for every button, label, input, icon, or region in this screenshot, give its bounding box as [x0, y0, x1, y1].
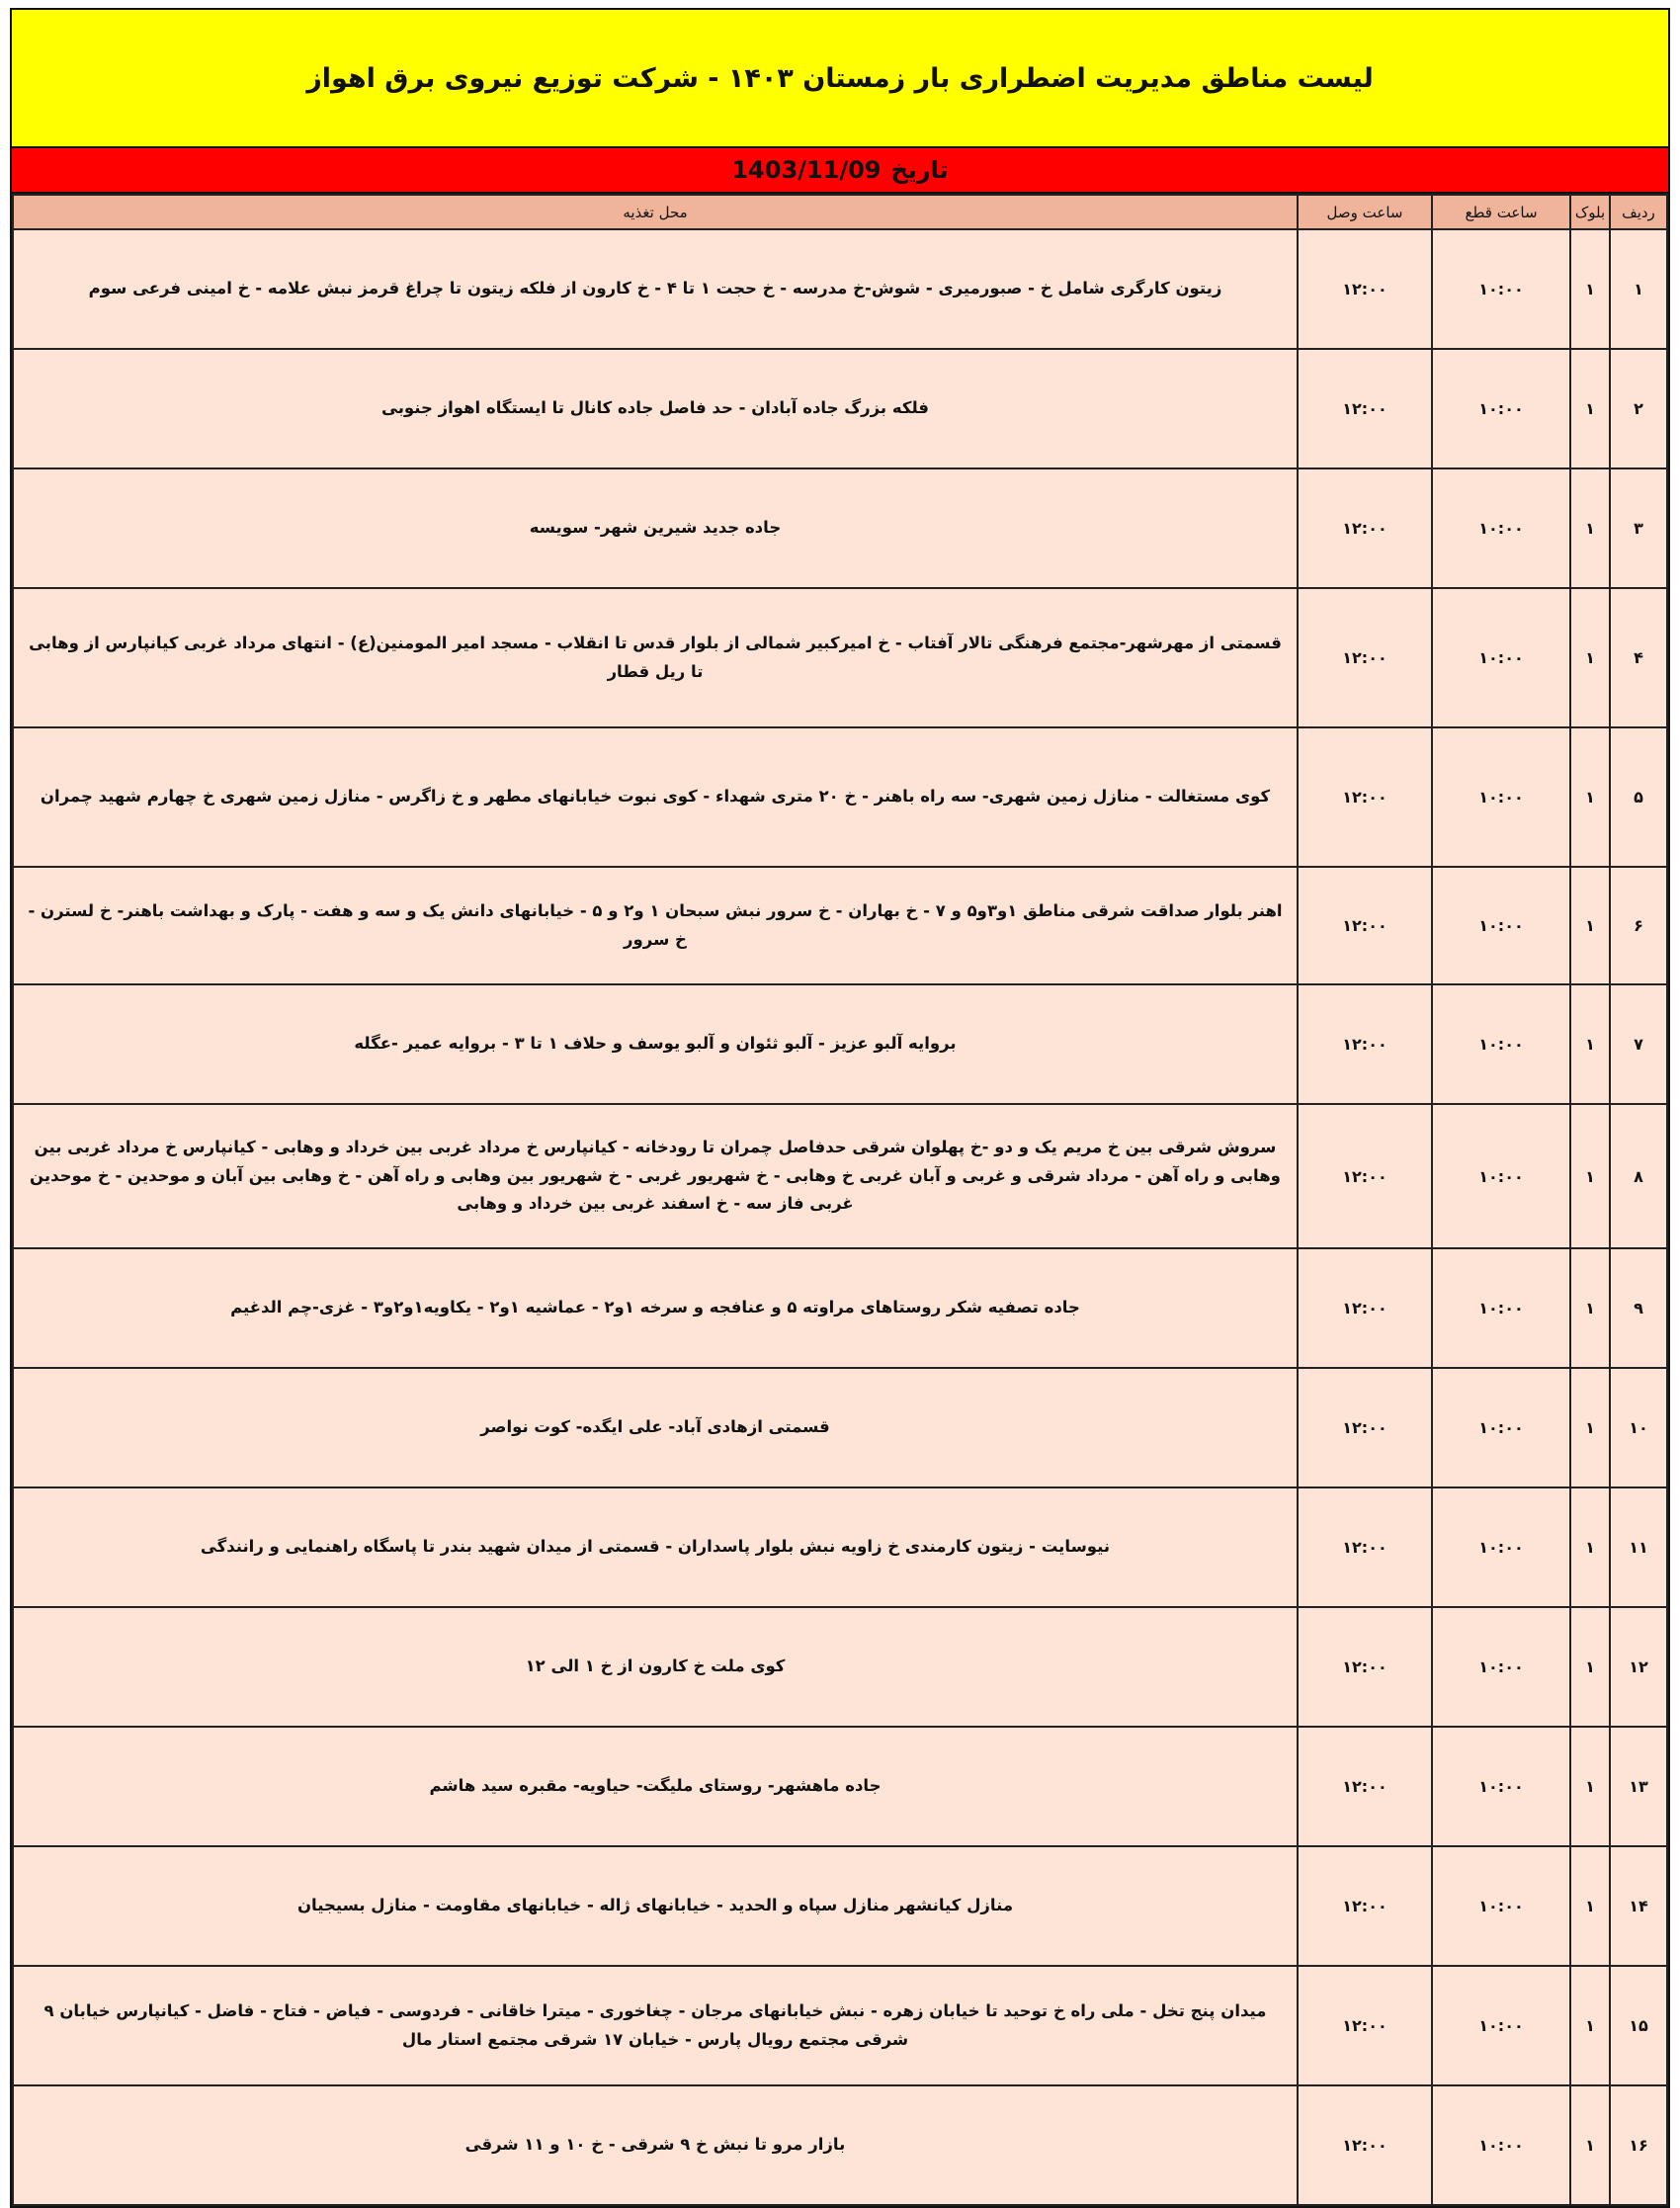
page-title: لیست مناطق مدیریت اضطراری بار زمستان ۱۴۰۳ - شرکت توزیع نیروی برق اهواز: [306, 62, 1374, 94]
table-header-row: [13, 195, 1667, 229]
table-row: [13, 1104, 1667, 1248]
title-banner: [12, 10, 1668, 148]
connect-time-cell: ۱۲:۰۰: [1298, 1487, 1432, 1607]
table-row: [13, 2085, 1667, 2205]
header-location: محل تغذیه: [13, 195, 1298, 229]
table-row: [13, 468, 1667, 588]
row-number: ۶: [1610, 867, 1667, 984]
block-cell: ۱: [1570, 1104, 1610, 1248]
block-cell: ۱: [1570, 867, 1610, 984]
row-number: ۱۱: [1610, 1487, 1667, 1607]
location-cell: کوی ملت خ کارون از خ ۱ الی ۱۲: [13, 1607, 1298, 1727]
connect-time-cell: ۱۲:۰۰: [1298, 1607, 1432, 1727]
connect-time-cell: ۱۲:۰۰: [1298, 1846, 1432, 1966]
cut-time-cell: ۱۰:۰۰: [1432, 1727, 1570, 1846]
row-number: ۱: [1610, 229, 1667, 349]
header-cut-time: ساعت قطع: [1432, 195, 1570, 229]
location-cell: فلکه بزرگ جاده آبادان - حد فاصل جاده کانال تا ایستگاه اهواز جنوبی: [13, 349, 1298, 468]
header-block: بلوک: [1570, 195, 1610, 229]
table-row: [13, 1487, 1667, 1607]
table-row: [13, 1966, 1667, 2085]
header-row-number: ردیف: [1610, 195, 1667, 229]
table-row: [13, 1607, 1667, 1727]
block-cell: ۱: [1570, 229, 1610, 349]
cut-time-cell: ۱۰:۰۰: [1432, 1104, 1570, 1248]
connect-time-cell: ۱۲:۰۰: [1298, 727, 1432, 867]
location-cell: میدان پنج تخل - ملی راه خ توحید تا خیابان زهره - نبش خیابانهای مرجان - چغاخوری - میترا خاقانی - فردوسی - فیاض - فتاح - فاضل - کیانپارس خیابان ۹ شرقی مجتمع رویال پارس - خیابان ۱۷ شرقی مجتمع استار مال: [13, 1966, 1298, 2085]
cut-time-cell: ۱۰:۰۰: [1432, 2085, 1570, 2205]
block-cell: ۱: [1570, 1487, 1610, 1607]
location-cell: زیتون کارگری شامل خ - صبورمیری - شوش-خ مدرسه - خ حجت ۱ تا ۴ - خ کارون از فلکه زیتون تا چراغ قرمز نبش علامه - خ امینی فرعی سوم: [13, 229, 1298, 349]
table-row: [13, 727, 1667, 867]
cut-time-cell: ۱۰:۰۰: [1432, 1966, 1570, 2085]
location-cell: بروایه آلبو عزیز - آلبو ثئوان و آلبو یوسف و حلاف ۱ تا ۳ - بروایه عمیر -عگله: [13, 984, 1298, 1104]
cut-time-cell: ۱۰:۰۰: [1432, 1248, 1570, 1368]
cut-time-cell: ۱۰:۰۰: [1432, 727, 1570, 867]
table-row: [13, 229, 1667, 349]
block-cell: ۱: [1570, 1727, 1610, 1846]
block-cell: ۱: [1570, 588, 1610, 727]
date-value: 1403/11/09: [731, 156, 882, 184]
row-number: ۹: [1610, 1248, 1667, 1368]
connect-time-cell: ۱۲:۰۰: [1298, 1248, 1432, 1368]
location-cell: قسمتی از مهرشهر-مجتمع فرهنگی تالار آفتاب - خ امیرکبیر شمالی از بلوار قدس تا انقلاب - مسجد امیر المومنین(ع) - انتهای مرداد غربی کیانپارس از وهابی تا ریل قطار: [13, 588, 1298, 727]
connect-time-cell: ۱۲:۰۰: [1298, 1104, 1432, 1248]
location-cell: جاده جدید شیرین شهر- سویسه: [13, 468, 1298, 588]
connect-time-cell: ۱۲:۰۰: [1298, 1727, 1432, 1846]
location-cell: اهنر بلوار صداقت شرقی مناطق ۱و۳و۵ و ۷ - خ بهاران - خ سرور نبش سبحان ۱ و۲ و ۵ - خیابانهای دانش یک و سه و هفت - پارک و بهداشت باهنر- خ لسترن - خ سرور: [13, 867, 1298, 984]
table-row: [13, 1368, 1667, 1487]
table-row: [13, 1248, 1667, 1368]
block-cell: ۱: [1570, 1966, 1610, 2085]
cut-time-cell: ۱۰:۰۰: [1432, 984, 1570, 1104]
cut-time-cell: ۱۰:۰۰: [1432, 867, 1570, 984]
cut-time-cell: ۱۰:۰۰: [1432, 349, 1570, 468]
connect-time-cell: ۱۲:۰۰: [1298, 1368, 1432, 1487]
location-cell: جاده ماهشهر- روستای ملیگت- حیاویه- مقبره سید هاشم: [13, 1727, 1298, 1846]
row-number: ۱۵: [1610, 1966, 1667, 2085]
outage-table: [12, 194, 1668, 2206]
row-number: ۱۲: [1610, 1607, 1667, 1727]
block-cell: ۱: [1570, 1368, 1610, 1487]
row-number: ۷: [1610, 984, 1667, 1104]
location-cell: جاده تصفیه شکر روستاهای مراوته ۵ و عنافجه و سرخه ۱و۲ - عماشیه ۱و۲ - یکاویه۱و۲و۳ - غزی-چم الدغیم: [13, 1248, 1298, 1368]
block-cell: ۱: [1570, 1607, 1610, 1727]
block-cell: ۱: [1570, 468, 1610, 588]
table-row: [13, 349, 1667, 468]
connect-time-cell: ۱۲:۰۰: [1298, 1966, 1432, 2085]
block-cell: ۱: [1570, 727, 1610, 867]
location-cell: سروش شرقی بین خ مریم یک و دو -خ پهلوان شرقی حدفاصل چمران تا رودخانه - کیانپارس خ مرداد غربی بین خرداد و وهابی - کیانپارس خ مرداد غربی بین وهابی و راه آهن - مرداد شرقی و غربی و آبان غربی خ وهابی - خ شهریور غربی - خ شهریور بین وهابی و راه آهن - خ وهابی بین آبان و موحدین - خ موحدین غربی فاز سه - خ اسفند غربی بین خرداد و وهابی: [13, 1104, 1298, 1248]
row-number: ۵: [1610, 727, 1667, 867]
connect-time-cell: ۱۲:۰۰: [1298, 588, 1432, 727]
row-number: ۱۶: [1610, 2085, 1667, 2205]
table-row: [13, 984, 1667, 1104]
location-cell: بازار مرو تا نبش خ ۹ شرقی - خ ۱۰ و ۱۱ شرقی: [13, 2085, 1298, 2205]
cut-time-cell: ۱۰:۰۰: [1432, 1846, 1570, 1966]
block-cell: ۱: [1570, 349, 1610, 468]
row-number: ۸: [1610, 1104, 1667, 1248]
row-number: ۳: [1610, 468, 1667, 588]
location-cell: نیوسایت - زیتون کارمندی خ زاویه نبش بلوار پاسداران - قسمتی از میدان شهید بندر تا پاسگاه راهنمایی و رانندگی: [13, 1487, 1298, 1607]
outage-schedule-sheet: [10, 8, 1670, 2208]
connect-time-cell: ۱۲:۰۰: [1298, 867, 1432, 984]
header-connect-time: ساعت وصل: [1298, 195, 1432, 229]
cut-time-cell: ۱۰:۰۰: [1432, 1487, 1570, 1607]
location-cell: قسمتی ازهادی آباد- علی ایگده- کوت نواصر: [13, 1368, 1298, 1487]
connect-time-cell: ۱۲:۰۰: [1298, 468, 1432, 588]
table-row: [13, 588, 1667, 727]
block-cell: ۱: [1570, 2085, 1610, 2205]
location-cell: منازل کیانشهر منازل سپاه و الحدید - خیابانهای ژاله - خیابانهای مقاومت - منازل بسیجیان: [13, 1846, 1298, 1966]
block-cell: ۱: [1570, 1846, 1610, 1966]
date-banner: [12, 148, 1668, 194]
cut-time-cell: ۱۰:۰۰: [1432, 229, 1570, 349]
row-number: ۱۴: [1610, 1846, 1667, 1966]
connect-time-cell: ۱۲:۰۰: [1298, 349, 1432, 468]
block-cell: ۱: [1570, 1248, 1610, 1368]
block-cell: ۱: [1570, 984, 1610, 1104]
cut-time-cell: ۱۰:۰۰: [1432, 588, 1570, 727]
table-row: [13, 867, 1667, 984]
cut-time-cell: ۱۰:۰۰: [1432, 468, 1570, 588]
table-row: [13, 1846, 1667, 1966]
connect-time-cell: ۱۲:۰۰: [1298, 984, 1432, 1104]
row-number: ۱۰: [1610, 1368, 1667, 1487]
row-number: ۱۳: [1610, 1727, 1667, 1846]
row-number: ۲: [1610, 349, 1667, 468]
location-cell: کوی مستغالت - منازل زمین شهری- سه راه باهنر - خ ۲۰ متری شهداء - کوی نبوت خیابانهای مطهر و خ زاگرس - منازل زمین شهری خ چهارم شهید چمران: [13, 727, 1298, 867]
table-row: [13, 1727, 1667, 1846]
cut-time-cell: ۱۰:۰۰: [1432, 1607, 1570, 1727]
date-label: تاریخ: [890, 156, 949, 184]
connect-time-cell: ۱۲:۰۰: [1298, 229, 1432, 349]
row-number: ۴: [1610, 588, 1667, 727]
cut-time-cell: ۱۰:۰۰: [1432, 1368, 1570, 1487]
connect-time-cell: ۱۲:۰۰: [1298, 2085, 1432, 2205]
